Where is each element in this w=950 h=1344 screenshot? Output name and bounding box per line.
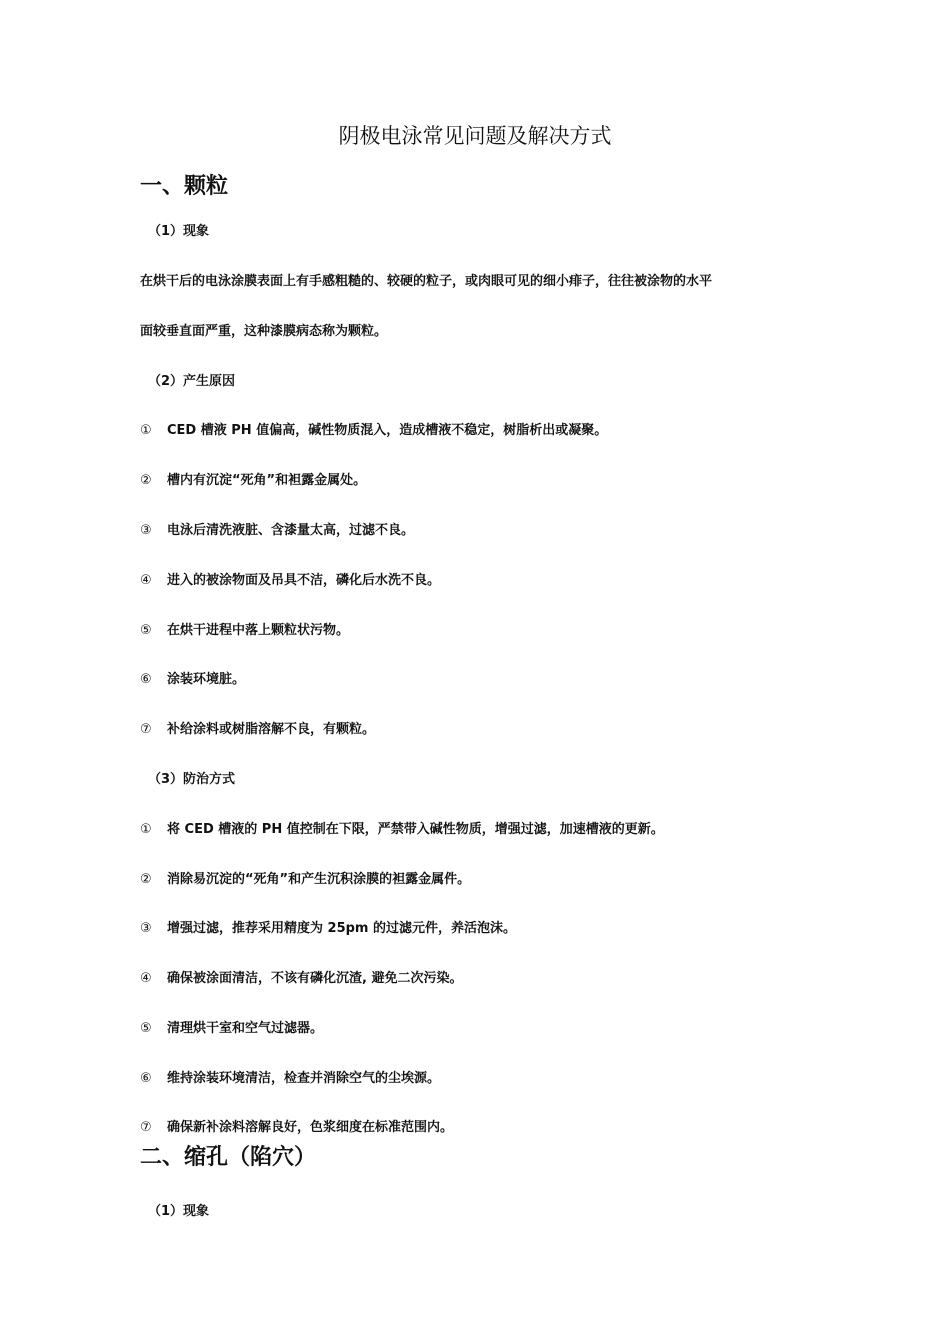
- item-number: ①: [140, 423, 152, 438]
- section-heading-craters: 二、缩孔（陷穴）: [140, 1145, 317, 1170]
- item-text: 电泳后清洗液脏、含漆量太高，过滤不良。: [167, 523, 415, 538]
- item-text: 增强过滤，推荐采用精度为 25pm 的过滤元件，养活泡沫。: [167, 921, 516, 936]
- cause-item: [140, 718, 375, 737]
- item-number: ④: [140, 573, 152, 588]
- section-heading-particles: 一、颗粒: [140, 174, 229, 199]
- document-title: 阴极电泳常见问题及解决方式: [338, 124, 612, 148]
- item-number: ⑦: [140, 1120, 152, 1135]
- item-number: ②: [140, 473, 152, 488]
- item-text: 将 CED 槽液的 PH 值控制在下限，严禁带入碱性物质，增强过滤，加速槽液的更新。: [167, 822, 664, 837]
- item-text: 补给涂料或树脂溶解不良，有颗粒。: [167, 722, 376, 737]
- prevention-item: [140, 967, 462, 986]
- subheading-prevention: （3）防治方式: [148, 772, 236, 787]
- item-number: ②: [140, 872, 152, 887]
- item-text: 维持涂装环境清洁，检查并消除空气的尘埃源。: [167, 1071, 441, 1086]
- item-text: 消除易沉淀的“死角”和产生沉积涂膜的袒露金属件。: [167, 872, 471, 887]
- item-number: ⑥: [140, 672, 152, 687]
- item-text: 进入的被涂物面及吊具不洁，磷化后水洗不良。: [167, 573, 441, 588]
- prevention-item: [140, 1017, 323, 1036]
- item-number: ⑦: [140, 722, 152, 737]
- item-text: 确保新补涂料溶解良好，色浆细度在标准范围内。: [167, 1120, 454, 1135]
- item-text: 在烘干进程中落上颗粒状污物。: [167, 623, 350, 638]
- item-text: 涂装环境脏。: [167, 672, 246, 687]
- phenomenon-paragraph-line-1: 在烘干后的电泳涂膜表面上有手感粗糙的、较硬的粒子，或肉眼可见的细小痱子，往往被涂物的水平: [140, 274, 713, 289]
- phenomenon-paragraph-line-2: 面较垂直面严重，这种漆膜病态称为颗粒。: [140, 324, 388, 339]
- cause-item: [140, 569, 440, 588]
- cause-item: [140, 668, 245, 687]
- item-text: CED 槽液 PH 值偏高，碱性物质混入，造成槽液不稳定，树脂析出或凝聚。: [167, 423, 608, 438]
- prevention-item: [140, 868, 470, 887]
- cause-item: [140, 419, 607, 438]
- prevention-item: [140, 1116, 453, 1135]
- cause-item: [140, 519, 414, 538]
- subheading-phenomenon: （1）现象: [148, 1204, 210, 1219]
- item-number: ⑤: [140, 1021, 152, 1036]
- item-number: ⑥: [140, 1071, 152, 1086]
- item-text: 槽内有沉淀“死角”和袒露金属处。: [167, 473, 367, 488]
- prevention-item: [140, 1067, 440, 1086]
- item-text: 确保被涂面清洁，不该有磷化沉渣, 避免二次污染。: [167, 971, 463, 986]
- item-number: ④: [140, 971, 152, 986]
- cause-item: [140, 619, 349, 638]
- item-number: ⑤: [140, 623, 152, 638]
- item-number: ③: [140, 921, 152, 936]
- subheading-phenomenon: （1）现象: [148, 224, 210, 239]
- item-text: 清理烘干室和空气过滤器。: [167, 1021, 324, 1036]
- item-number: ③: [140, 523, 152, 538]
- prevention-item: [140, 818, 664, 837]
- subheading-causes: （2）产生原因: [148, 374, 236, 389]
- cause-item: [140, 469, 366, 488]
- item-number: ①: [140, 822, 152, 837]
- prevention-item: [140, 917, 516, 936]
